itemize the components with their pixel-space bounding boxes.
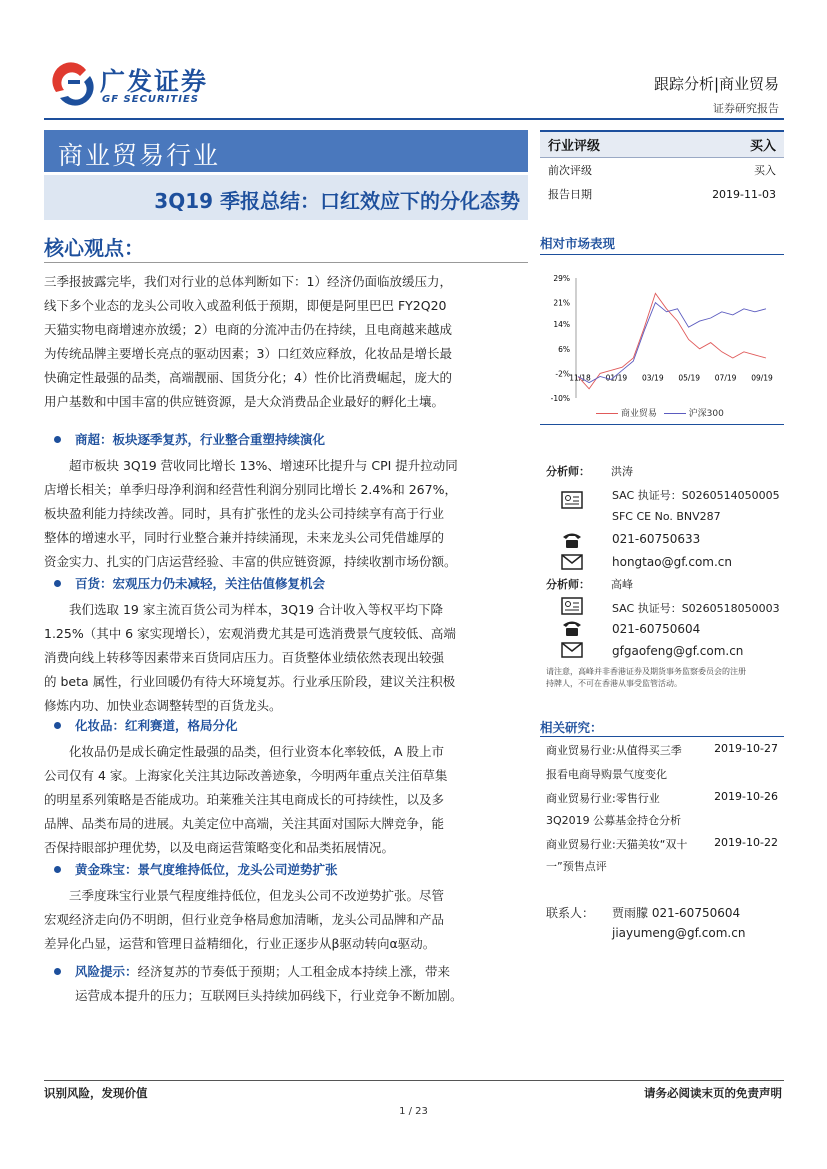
header-divider [44,118,784,120]
legend-swatch [664,413,686,414]
section-body [44,740,528,860]
rating-box [540,130,784,206]
y-tick-label: -2% [555,369,570,379]
body-line: 资金实力、扎实的门店运营经验、丰富的供应链资源，持续收割市场份额。 [44,554,457,569]
x-tick-label: 01/19 [605,373,628,383]
body-line: 我们选取 19 家主流百货公司为样本，3Q19 合计收入等权平均下降 [69,602,444,617]
bullet-icon [54,436,61,443]
body-line: 1.25%（其中 6 家实现增长），宏观消费尤其是可选消费景气度较低、高端 [44,626,456,641]
section-body [44,884,528,956]
report-date-value: 2019-11-03 [712,187,776,201]
section-body [44,598,528,718]
body-line: 公司仅有 4 家。上海家化关注其边际改善迹象，今明两年重点关注佰草集 [44,768,448,783]
legend-swatch [596,413,618,414]
legend-label: 商业贸易 [620,409,657,419]
contact-label: 联系人： [546,906,595,920]
x-tick-label: 09/19 [751,373,773,383]
rating-label: 行业评级 [548,139,601,154]
footer-disclaimer: 请务必阅读末页的免责声明 [644,1086,782,1100]
analyst-1-phone: 021-60750633 [612,532,701,546]
research-item-sub: 报看电商导购景气度变化 [546,768,667,781]
risk-section [44,960,528,1008]
section-heading: 黄金珠宝：景气度维持低位，龙头公司逆势扩张 [44,858,528,882]
body-line: 品牌、品类布局的进展。丸美定位中高端，关注其面对国际大牌竞争，能 [44,816,445,831]
contact-name-phone: 贾雨朦 021-60750604 [612,906,741,920]
chart-legend [596,406,724,419]
x-tick-label: 05/19 [678,373,701,383]
chart-bottom-divider [540,424,784,425]
analyst-1-sfc: SFC CE No. BNV287 [612,510,721,523]
body-line: 修炼内功、加快业态调整转型的百货龙头。 [44,698,282,713]
body-line: 三季度珠宝行业景气程度维持低位，但龙头公司不改逆势扩张。尽管 [69,888,445,903]
report-date-label: 报告日期 [548,188,592,201]
bullet-icon [54,580,61,587]
footer-slogan: 识别风险，发现价值 [44,1086,148,1100]
y-tick-label: -10% [550,394,570,403]
x-tick-label: 07/19 [714,373,737,383]
logo-text-en: GF SECURITIES [102,94,200,105]
research-item-sub: 3Q2019 公募基金持仓分析 [546,814,682,827]
body-line: 超市板块 3Q19 营收同比增长 13%、增速环比提升与 CPI 提升拉动同 [69,458,458,473]
analyst-2-phone: 021-60750604 [612,622,701,636]
section-body [44,454,528,574]
intro-line: 天猫实物电商增速亦放缓；2）电商的分流冲击仍在持续，且电商越来越成 [44,322,452,337]
body-line: 消费向线上转移等因素带来百货同店压力。百货整体业绩依然表现出较强 [44,650,445,665]
body-line: 宏观经济走向仍不明朗，但行业竞争格局愈加清晰，龙头公司品牌和产品 [44,912,445,927]
body-line: 差异化凸显，运营和管理日益精细化，行业正逐步从β驱动转向α驱动。 [44,936,436,951]
analyst-1-sac: SAC 执证号：S0260514050005 [612,489,780,502]
body-line: 整体的增速水平，同时行业整合兼并持续涌现，未来龙头公司凭借雄厚的 [44,530,445,545]
intro-line: 线下多个业态的龙头公司收入或盈利低于预期，即便是阿里巴巴 FY2Q20 [44,298,447,313]
logo-text-cn: 广发证券 [100,67,209,96]
section-heading: 商超：板块逐季复苏，行业整合重塑持续演化 [44,428,528,452]
body-line: 否保持眼部护理优势，以及电商运营策略变化和品类拓展情况。 [44,840,395,855]
research-item[interactable]: 商业贸易行业:零售行业 2019-10-26 [546,790,778,805]
analyst-2-name: 分析师： 高峰 [546,578,633,591]
industry-title-bar [44,130,528,172]
id-card-icon [560,596,584,616]
phone-icon [560,530,584,550]
intro-paragraph [44,270,528,414]
mail-icon [560,552,584,572]
risk-line: 运营成本提升的压力；互联网巨头持续加码线下，行业竞争不断加剧。 [75,988,463,1003]
bullet-icon [54,968,61,975]
report-type: 跟踪分析|商业贸易 [653,75,779,93]
research-item[interactable]: 商业贸易行业:从值得买三季 2019-10-27 [546,742,778,757]
rating-value: 买入 [749,139,776,154]
core-divider [44,262,528,263]
y-tick-label: 14% [553,320,570,330]
analyst-1-email[interactable]: hongtao@gf.com.cn [612,555,732,569]
market-divider [540,254,784,255]
intro-line: 为传统品牌主要增长亮点的驱动因素；3）口红效应释放，化妆品是增长最 [44,346,452,361]
doc-kind: 证券研究报告 [713,102,779,115]
body-line: 的明星系列策略是否能成功。珀莱雅关注其电商成长的可持续性，以及多 [44,792,445,807]
analyst-note: 请注意，高峰并非香港证券及期货事务监察委员会的注册 持牌人，不可在香港从事受监管活动。 [546,667,746,688]
mail-icon [560,640,584,660]
research-heading: 相关研究： [540,720,603,735]
bullet-icon [54,866,61,873]
footer-divider [44,1080,784,1081]
intro-line: 三季报披露完毕，我们对行业的总体判断如下：1）经济仍面临放缓压力， [44,274,452,289]
report-subtitle: 3Q19 季报总结：口红效应下的分化态势 [154,189,520,213]
phone-icon [560,618,584,638]
contact-email[interactable]: jiayumeng@gf.com.cn [612,926,746,940]
bullet-icon [54,722,61,729]
relative-performance-chart [540,270,784,420]
analyst-2-email[interactable]: gfgaofeng@gf.com.cn [612,644,744,658]
research-item[interactable]: 商业贸易行业:天猫美妆“双十 2019-10-22 [546,836,778,851]
analyst-1-name: 分析师： 洪涛 [546,465,633,478]
prev-rating-value: 买入 [754,164,776,177]
y-tick-label: 21% [553,298,570,308]
core-heading: 核心观点： [44,236,144,260]
risk-label: 风险提示： [75,964,138,979]
prev-rating-label: 前次评级 [548,164,592,177]
y-tick-label: 29% [553,274,570,283]
body-line: 的 beta 属性，行业回暖仍有待大环境复苏。行业承压阶段，建议关注积极 [44,674,456,689]
market-heading: 相对市场表现 [540,236,616,251]
id-card-icon [560,490,584,510]
subtitle-bar [44,175,528,220]
logo-mark-icon [50,62,96,108]
page-number: 1 / 23 [399,1106,428,1117]
risk-line: 经济复苏的节奏低于预期；人工租金成本持续上涨，带来 [137,964,451,979]
y-tick-label: 6% [558,344,570,354]
research-item-sub: 一”预售点评 [546,860,607,873]
legend-label: 沪深300 [688,409,724,419]
body-line: 店增长相关；单季归母净利润和经营性利润分别同比增长 2.4%和 267%， [44,482,457,497]
intro-line: 用户基数和中国丰富的供应链资源，是大众消费品企业最好的孵化土壤。 [44,394,445,409]
section-heading: 百货：宏观压力仍未减轻，关注估值修复机会 [44,572,528,596]
analyst-2-sac: SAC 执证号：S0260518050003 [612,602,780,615]
x-tick-label: 11/18 [569,373,591,383]
research-divider [540,736,784,737]
industry-title: 商业贸易行业 [58,141,221,170]
x-tick-label: 03/19 [641,373,664,383]
body-line: 板块盈利能力持续改善。同时，具有扩张性的龙头公司持续享有高于行业 [44,506,445,521]
intro-line: 快确定性最强的品类，高端靓丽、国货分化；4）性价比消费崛起，庞大的 [44,370,452,385]
body-line: 化妆品仍是成长确定性最强的品类，但行业资本化率较低，A 股上市 [69,744,445,759]
gf-logo [50,62,96,112]
section-heading: 化妆品：红利赛道，格局分化 [44,714,528,738]
